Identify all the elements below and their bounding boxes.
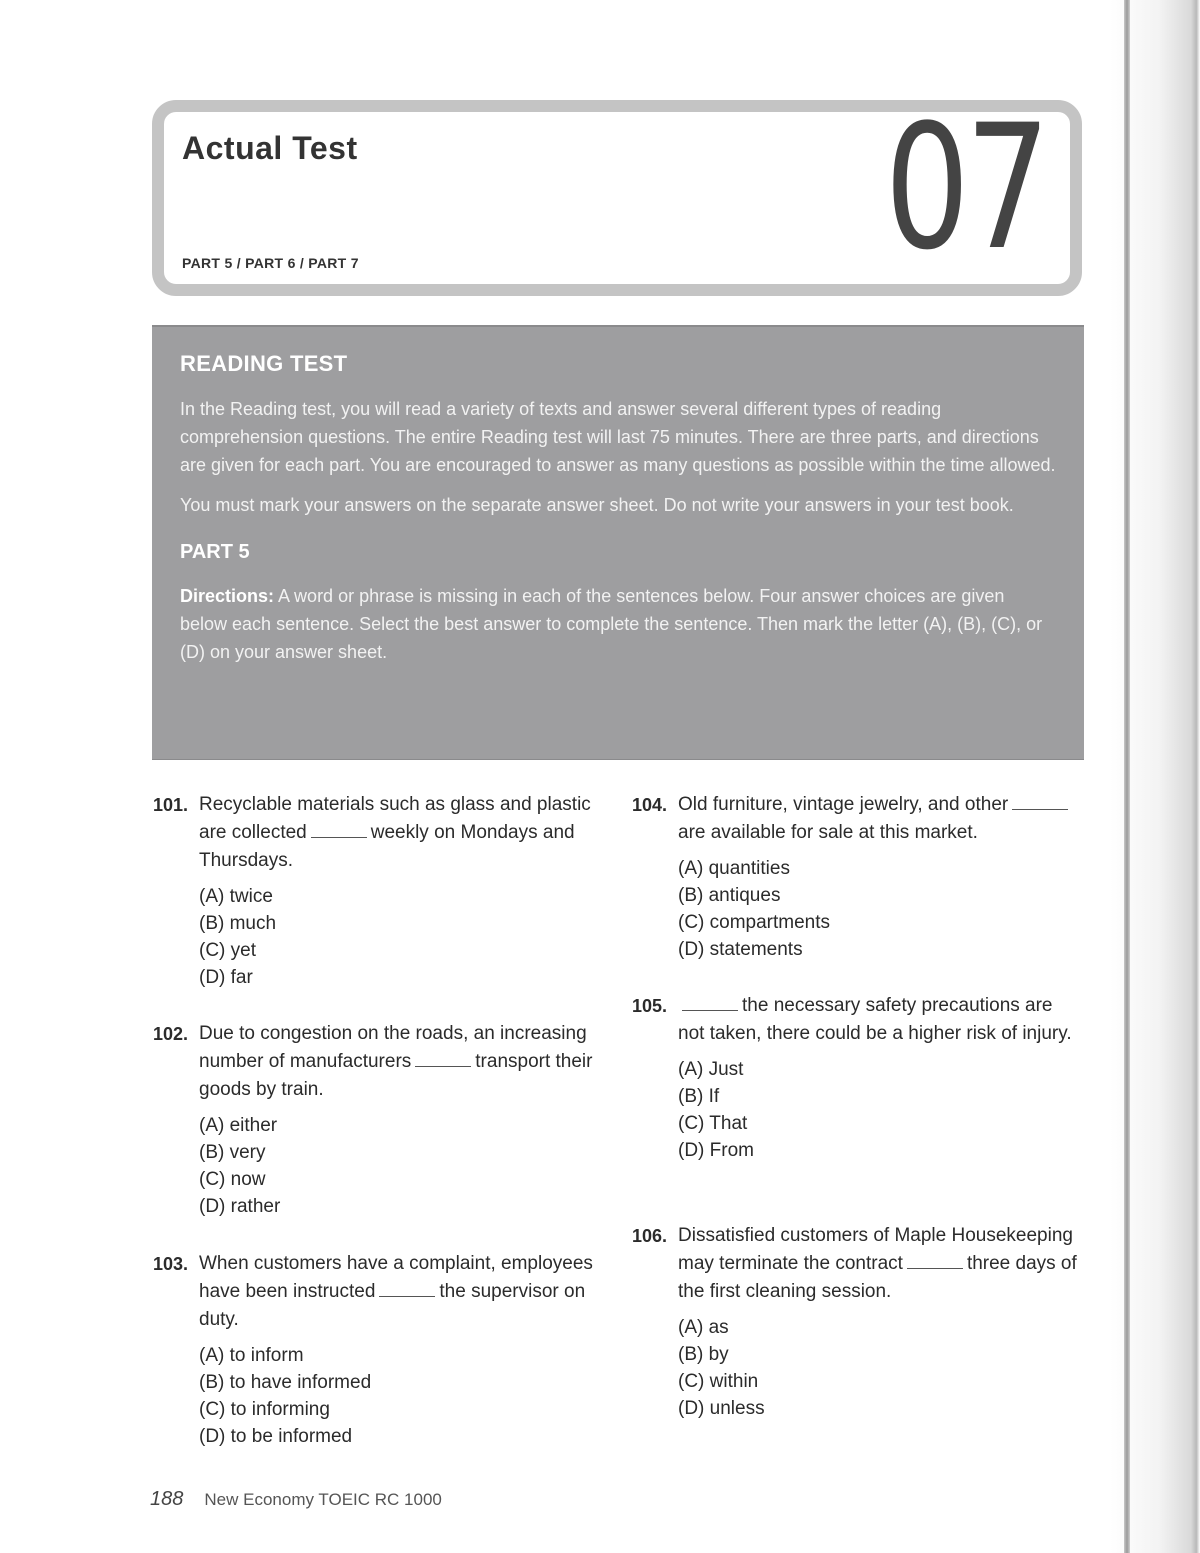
option-a: (A) quantities bbox=[678, 858, 790, 879]
answer-options bbox=[199, 883, 603, 991]
question-101 bbox=[153, 791, 603, 991]
directions-label: Directions: bbox=[180, 586, 275, 606]
stem-text-after: are available for sale at this market. bbox=[678, 822, 978, 843]
answer-blank bbox=[907, 1252, 963, 1269]
reading-intro-paragraph: In the Reading test, you will read a variety of texts and answer several different types of reading comprehension questions. The entire Reading test will last 75 minutes. There are three parts, and directions are given for each part. You are encouraged to answer as many questions as possible within the time allowed. bbox=[180, 399, 1056, 475]
question-stem bbox=[199, 1020, 603, 1104]
page-number: 188 bbox=[150, 1488, 184, 1510]
stem-text-before: Due to congestion on the roads, an increasing number of manufacturers bbox=[199, 1023, 587, 1072]
answer-blank bbox=[379, 1280, 435, 1297]
question-stem bbox=[199, 791, 603, 875]
directions-text: A word or phrase is missing in each of the sentences below. Four answer choices are given below each sentence. Select the best answer to complete the sentence. Then mark the letter (A), (B), (C), or (D) on your answer sheet. bbox=[180, 586, 1043, 662]
answer-options bbox=[199, 1112, 603, 1220]
option-a: (A) Just bbox=[678, 1059, 744, 1080]
option-a: (A) as bbox=[678, 1317, 729, 1338]
question-105 bbox=[632, 992, 1082, 1164]
stem-text-before: Old furniture, vintage jewelry, and other bbox=[678, 794, 1009, 815]
question-104 bbox=[632, 791, 1082, 963]
option-a: (A) to inform bbox=[199, 1345, 304, 1366]
stem-text-before: When customers have a complaint, employees have been instructed bbox=[199, 1253, 593, 1302]
question-stem bbox=[678, 992, 1082, 1048]
option-d: (D) far bbox=[199, 967, 253, 988]
question-106 bbox=[632, 1222, 1082, 1422]
option-b: (B) much bbox=[199, 913, 277, 934]
reading-heading: READING TEST bbox=[180, 351, 348, 376]
book-title: New Economy TOEIC RC 1000 bbox=[204, 1490, 442, 1509]
test-number: 07 bbox=[884, 87, 1046, 288]
question-number: 105. bbox=[632, 996, 668, 1016]
question-102 bbox=[153, 1020, 603, 1220]
option-b: (B) to have informed bbox=[199, 1372, 372, 1393]
stem-text-before: Recyclable materials such as glass and plastic are collected bbox=[199, 794, 591, 843]
parts-list: PART 5 / PART 6 / PART 7 bbox=[182, 255, 359, 271]
question-number: 103. bbox=[153, 1254, 189, 1274]
option-c: (C) yet bbox=[199, 940, 256, 961]
option-a: (A) either bbox=[199, 1115, 278, 1136]
option-d: (D) statements bbox=[678, 939, 803, 960]
test-title-box bbox=[152, 87, 1082, 296]
option-d: (D) to be informed bbox=[199, 1426, 353, 1447]
stem-text-after: three days of the first cleaning session. bbox=[678, 1253, 1077, 1302]
question-number: 106. bbox=[632, 1226, 668, 1246]
question-103 bbox=[153, 1250, 603, 1450]
answer-options bbox=[199, 1342, 603, 1450]
question-number: 104. bbox=[632, 795, 668, 815]
option-b: (B) If bbox=[678, 1086, 720, 1107]
question-number: 102. bbox=[153, 1024, 189, 1044]
question-stem bbox=[678, 1222, 1082, 1306]
stem-text-after: the supervisor on duty. bbox=[199, 1281, 586, 1330]
answer-options bbox=[678, 1314, 1082, 1422]
question-stem bbox=[678, 791, 1082, 847]
option-d: (D) unless bbox=[678, 1398, 765, 1419]
page-title: Actual Test bbox=[182, 130, 358, 166]
part-heading: PART 5 bbox=[180, 541, 250, 563]
option-c: (C) to informing bbox=[199, 1399, 330, 1420]
answer-blank bbox=[1012, 793, 1068, 810]
answer-blank bbox=[415, 1050, 471, 1067]
option-b: (B) by bbox=[678, 1344, 729, 1365]
page-binding-edge bbox=[1124, 0, 1130, 1553]
answer-blank bbox=[311, 821, 367, 838]
stem-text-after: transport their goods by train. bbox=[199, 1051, 593, 1100]
option-c: (C) compartments bbox=[678, 912, 831, 933]
answer-options bbox=[678, 855, 1082, 963]
answer-blank bbox=[682, 994, 738, 1011]
option-d: (D) From bbox=[678, 1140, 754, 1161]
directions-paragraph bbox=[180, 582, 1056, 666]
page-footer bbox=[150, 1488, 442, 1511]
stem-text-before: Dissatisfied customers of Maple Housekeeping may terminate the contract bbox=[678, 1225, 1073, 1274]
option-c: (C) That bbox=[678, 1113, 748, 1134]
option-c: (C) now bbox=[199, 1169, 266, 1190]
option-b: (B) antiques bbox=[678, 885, 781, 906]
option-d: (D) rather bbox=[199, 1196, 281, 1217]
option-a: (A) twice bbox=[199, 886, 273, 907]
answer-options bbox=[678, 1056, 1082, 1164]
reading-answer-sheet-paragraph: You must mark your answers on the separate answer sheet. Do not write your answers in your test book. bbox=[180, 495, 1014, 515]
question-stem bbox=[199, 1250, 603, 1334]
stem-text-after: the necessary safety precautions are not taken, there could be a higher risk of injury. bbox=[678, 995, 1072, 1044]
option-b: (B) very bbox=[199, 1142, 266, 1163]
stem-text-after: weekly on Mondays and Thursdays. bbox=[199, 822, 575, 871]
option-c: (C) within bbox=[678, 1371, 759, 1392]
reading-instructions-box bbox=[152, 325, 1084, 760]
question-number: 101. bbox=[153, 795, 189, 815]
